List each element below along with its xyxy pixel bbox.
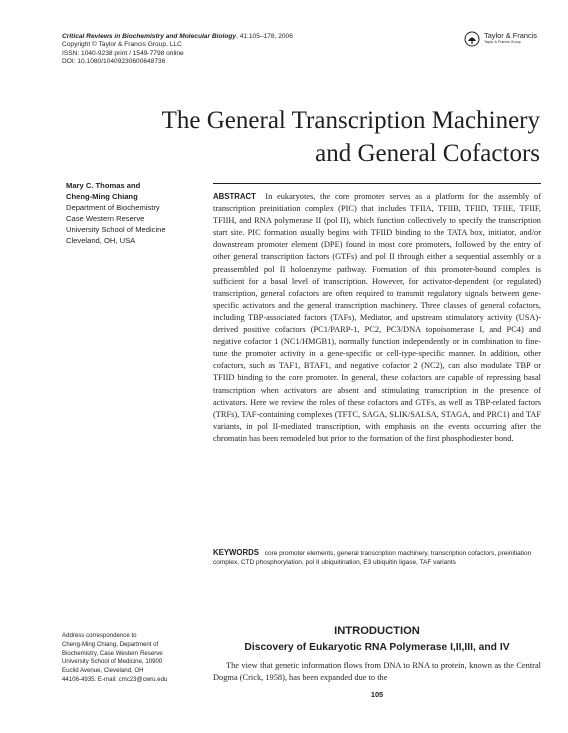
correspondence-line: Address correspondence to [62,632,137,639]
publisher-name: Taylor & Francis [484,31,537,40]
correspondence-line: Euclid Avenue, Cleveland, OH [62,667,144,675]
author-block [66,180,208,246]
correspondence-line: University School of Medicine, 10900 [62,658,163,666]
abstract-text: In eukaryotes, the core promoter serves as a platform for the assembly of transcription preinitiation complex (PIC) that includes TFIIA, TFIIB, TFIID, TFIIE, TFIIF, TFIIH, and RNA polymerase II (pol II), which function collectively to specify the transcription start site. PIC formation usually begins with TFIID binding to the TATA box, initiator, and/or downstream promoter element (DPE) found in most core promoters, followed by the entry of other general transcription factors (GTFs) and pol II through either a sequential assembly or a preassembled pol II holoenzyme pathway. Formation of this promoter-bound complex is sufficient for a basal level of transcription. However, for activator-dependent (or regulated) transcription, general cofactors are often required to transmit regulatory signals between gene-specific activators and the general transcription machinery. Three classes of general cofactors, including TBP-associated factors (TAFs), Mediator, and upstream stimulatory activity (USA)-derived positive cofactors (PC1/PARP-1, PC2, PC3/DNA topoisomerase I, and PC4) and negative cofactor 1 (NC1/HMGB1), normally function independently or in combination to fine-tune the promoter activity in a gene-specific or cell-type-specific manner. In addition, other cofactors, such as TAF1, BTAF1, and negative cofactor 2 (NC2), can also modulate TBP or TFIID binding to the core promoter. In general, these cofactors are capable of repressing basal transcription when activators are absent and stimulating transcription in the presence of activators. Here we review the roles of these cofactors and GTFs, as well as TBP-related factors (TRFs), TAF-containing complexes (TFTC, SAGA, SLIK/SALSA, STAGA, and PRC1) and TAF variants, in pol II-mediated transcription, with emphasis on the events occurring after the chromatin has been remodeled but prior to the formation of the first phosphodiester bond. [213,192,541,443]
keywords [213,548,541,567]
page-number: 105 [370,690,384,699]
publisher-subtitle: Taylor & Francis Group [484,40,521,44]
issn-line: ISSN: 1040-9238 print / 1549-7798 online [62,49,184,57]
correspondence-line: 44106-4935. E-mail: cmc23@cwru.edu [62,675,168,683]
author-names-line-2: Cheng-Ming Chiang [66,192,138,201]
copyright-line: Copyright © Taylor & Francis Group, LLC [62,41,182,49]
section-heading: INTRODUCTION [334,625,420,637]
journal-header [62,33,293,67]
publisher-logo [464,31,537,47]
article-title [120,104,540,170]
title-line-1: The General Transcription Machinery [161,107,540,134]
affiliation-line: Cleveland, OH, USA [66,236,136,245]
publisher-logo-icon [464,31,480,47]
abstract [213,183,541,445]
keywords-label: KEYWORDS [213,548,259,557]
correspondence-line: Biochemistry, Case Western Reserve [62,649,163,657]
correspondence-address [62,632,202,685]
abstract-label: ABSTRACT [213,192,256,201]
author-names-line-1: Mary C. Thomas and [66,181,141,190]
title-line-2: and General Cofactors [315,140,540,167]
section-subheading: Discovery of Eukaryotic RNA Polymerase I,II,III, and IV [244,642,510,653]
doi-line: DOI: 10.1080/10409230600648736 [62,58,166,66]
keywords-text: core promoter elements, general transcription machinery, transcription cofactors, preinitiation complex, CTD phosphorylation, pol II ubiquitination, E3 ubiquitin ligase, TAF variants [213,550,532,567]
affiliation-line: Department of Biochemistry [66,203,160,212]
affiliation-line: Case Western Reserve [66,214,145,223]
journal-name: Critical Reviews in Biochemistry and Molecular Biology [62,33,237,40]
affiliation-line: University School of Medicine [66,225,166,234]
body-paragraph: The view that genetic information flows from DNA to RNA to protein, known as the Central Dogma (Crick, 1958), has been expanded due to the [213,661,541,683]
journal-citation: , 41:105–178, 2006 [236,33,293,40]
correspondence-line: Cheng-Ming Chiang, Department of [62,640,159,648]
